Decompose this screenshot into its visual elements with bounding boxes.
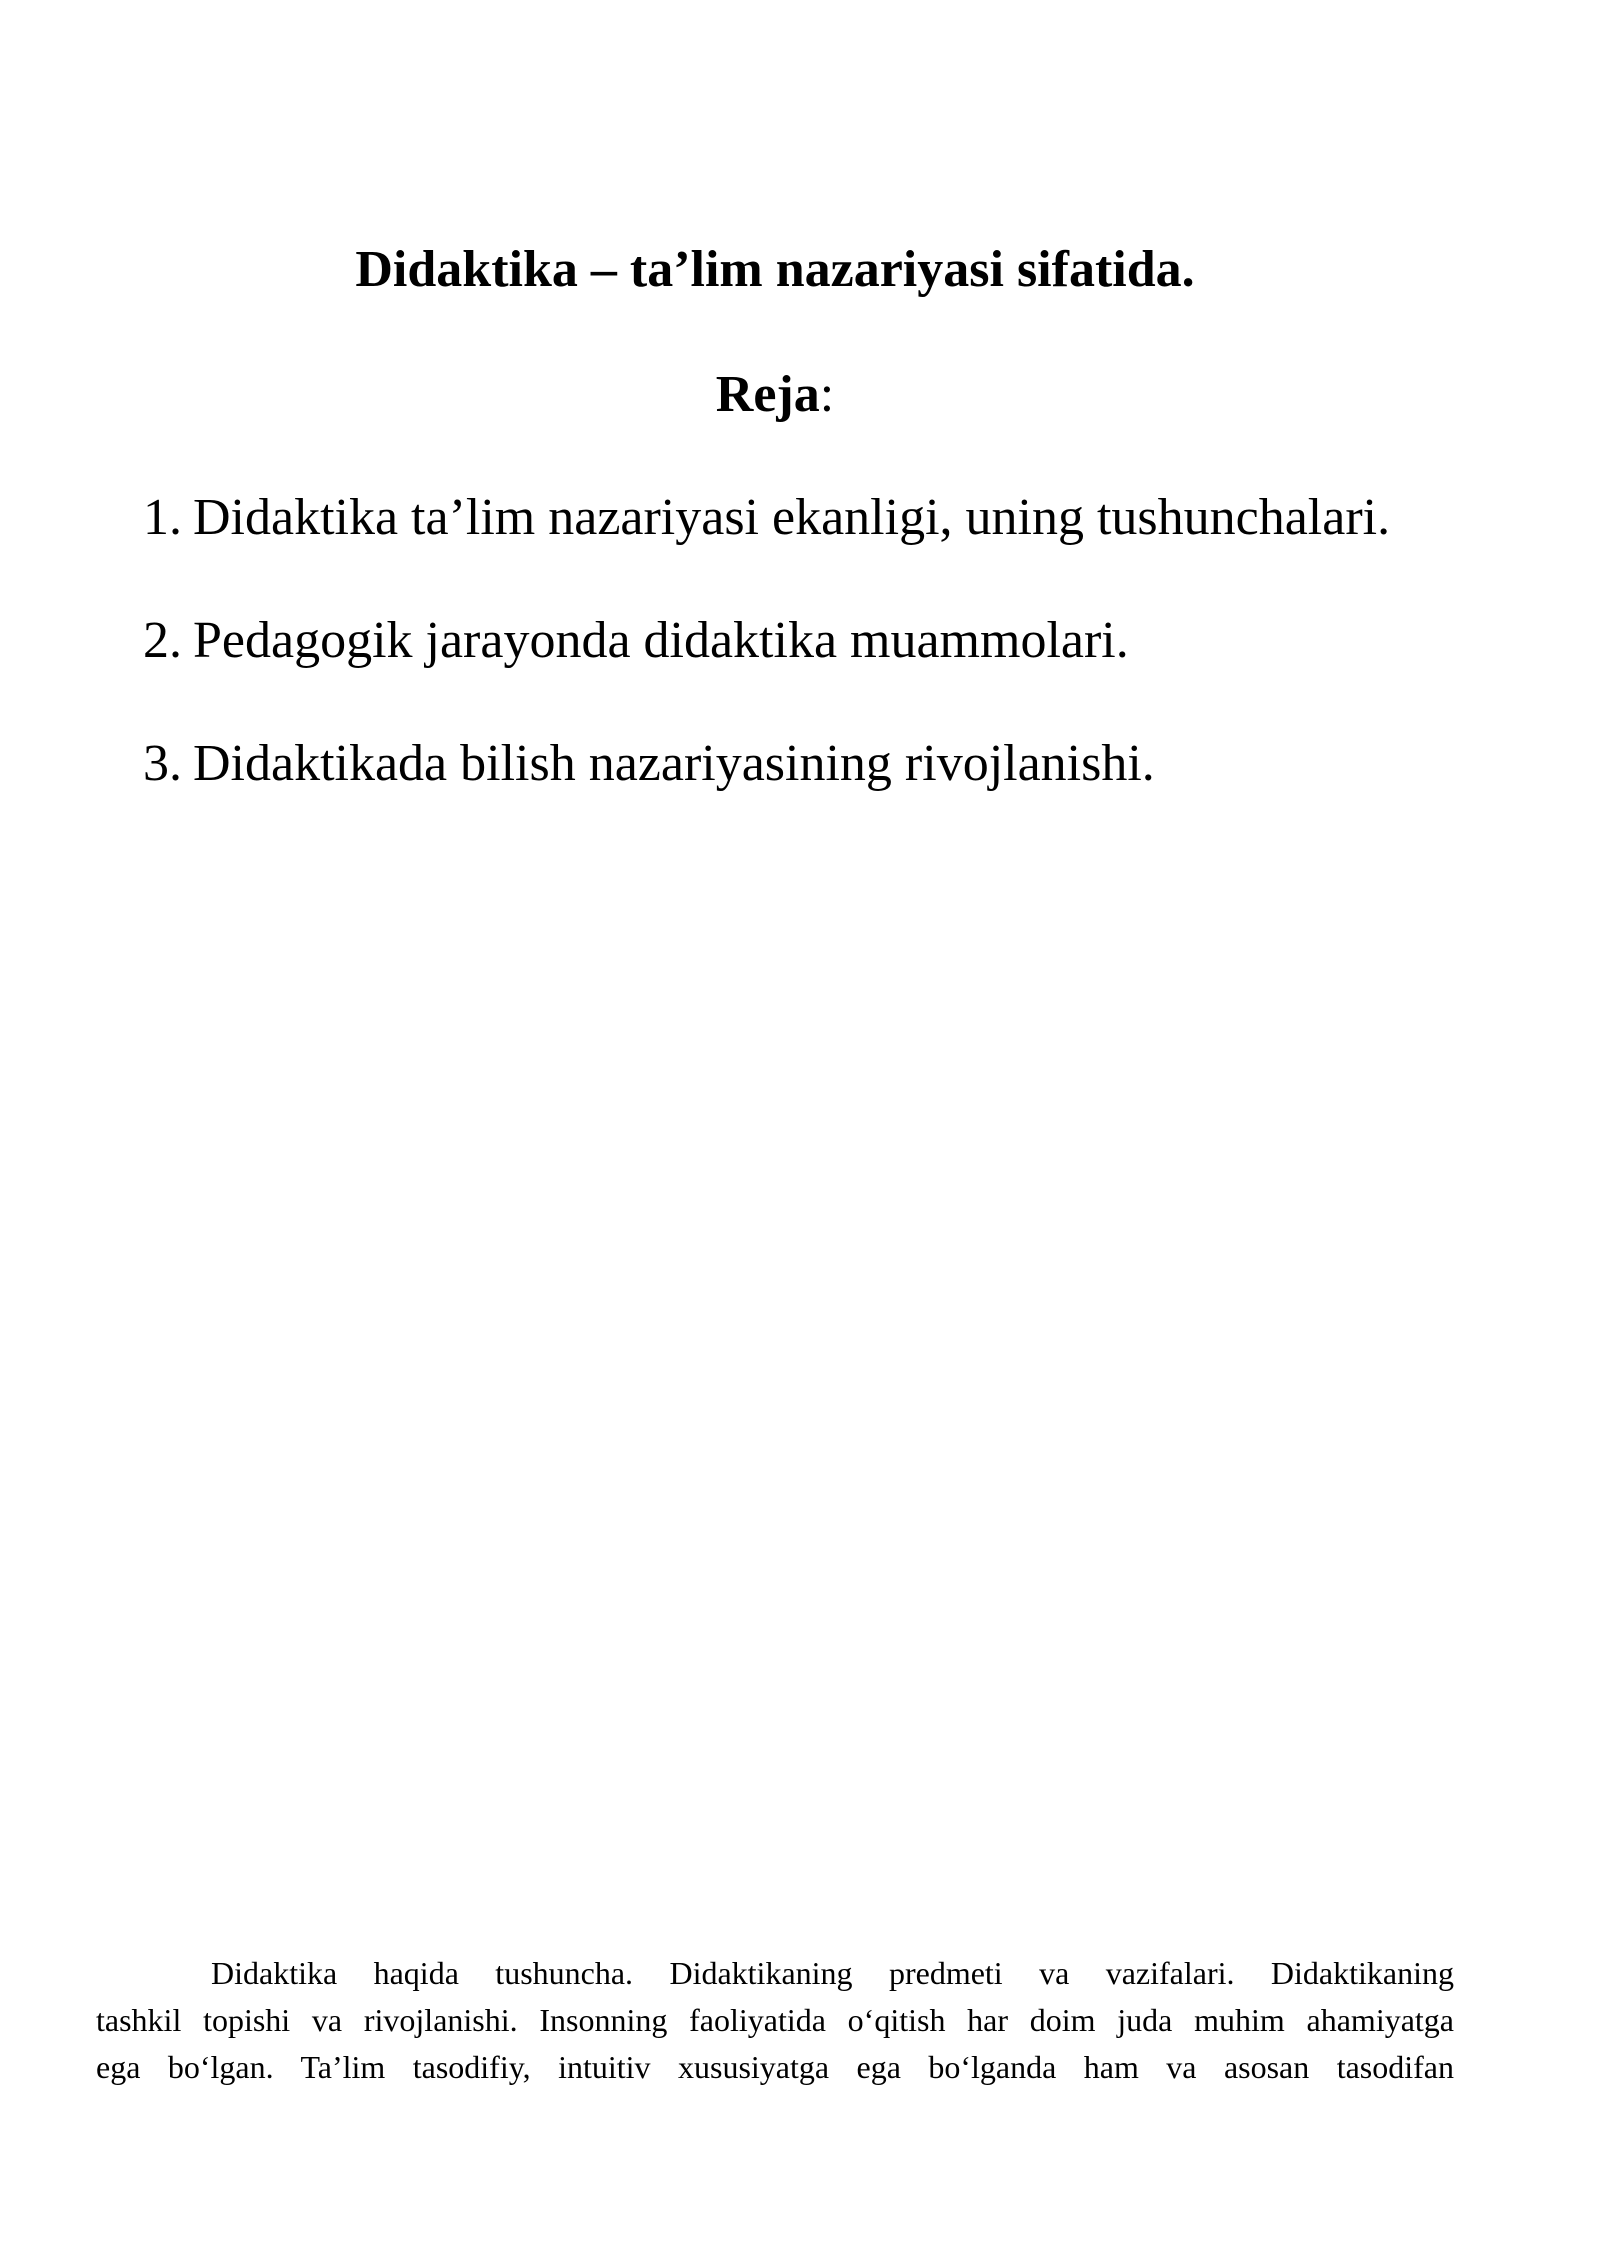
body-line: tashkil topishi va rivojlanishi. Insonning faoliyatida o‘qitish har doim juda muhim ahamiyatga xyxy=(96,2002,1454,2038)
plan-item-text: Didaktikada bilish nazariyasining rivojlanishi. xyxy=(193,735,1155,792)
plan-item xyxy=(143,609,1390,673)
plan-item-number: 2. xyxy=(143,612,182,669)
plan-item-number: 1. xyxy=(143,489,182,546)
plan-item-text: Didaktika ta’lim nazariyasi ekanligi, uning tushunchalari. xyxy=(193,489,1391,546)
plan-item xyxy=(143,732,1390,796)
body-line: Didaktika haqida tushuncha. Didaktikaning predmeti va vazifalari. Didaktikaning xyxy=(211,1955,1454,1991)
plan-heading-colon: : xyxy=(819,366,835,423)
plan-heading xyxy=(0,363,1550,427)
plan-item xyxy=(143,486,1390,550)
body-line: ega bo‘lgan. Ta’lim tasodifiy, intuitiv xususiyatga ega bo‘lganda ham va asosan tasodifan xyxy=(96,2049,1454,2085)
plan-list xyxy=(143,486,1390,855)
plan-item-number: 3. xyxy=(143,735,182,792)
document-title: Didaktika – ta’lim nazariyasi sifatida. xyxy=(355,241,1195,298)
plan-item-text: Pedagogik jarayonda didaktika muammolari. xyxy=(193,612,1129,669)
body-paragraph xyxy=(96,1950,1454,2091)
plan-heading-label: Reja xyxy=(715,366,820,423)
